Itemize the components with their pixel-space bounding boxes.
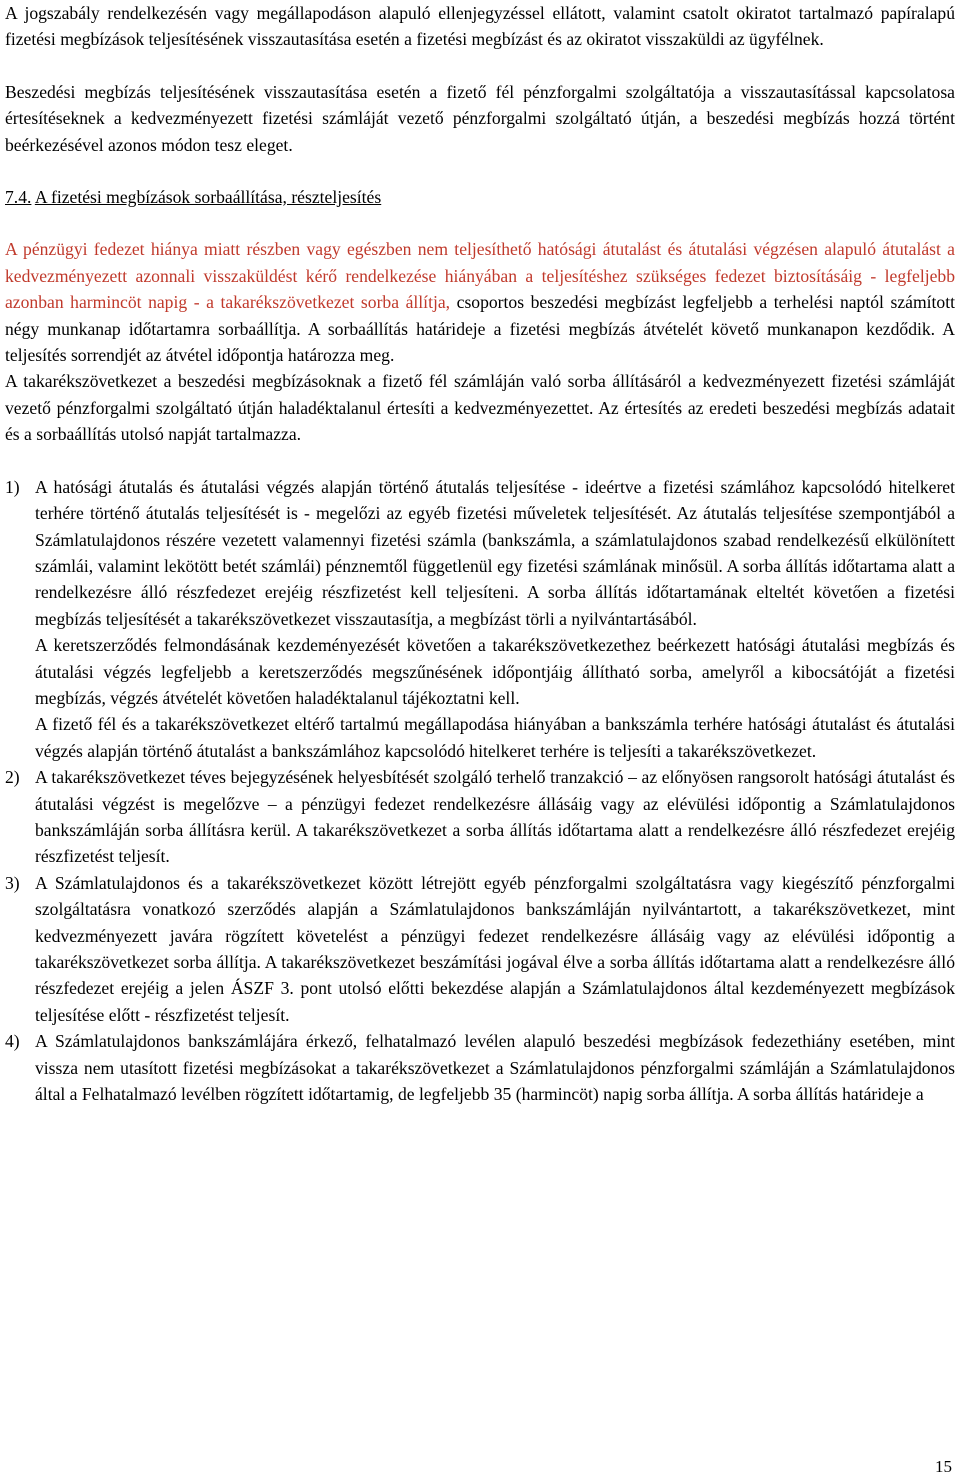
list-number: 3): [5, 872, 20, 893]
list-paragraph: A hatósági átutalás és átutalási végzés alapján történő átutalás teljesítése - ideértve a fizetési számlához kapcsolódó hitelkeret terhére történő átutalás teljesítését is - megelőzi az egyéb fizetési műveletek teljesítését. Az átutalás teljesítése szempontjából a Számlatulajdonos részére vezetett valamennyi fizetési számla (bankszámla, a számlatulajdonos szabad rendelkezésű elkülönített számlái, valamint lekötött betét számlái) pénznemtől függetlenül egy fizetési számlának minősül. A sorba állítás időtartama alatt a rendelkezésre álló részfedezet erejéig részfizetést kell teljesíteni. A sorba állítás időtartamának elteltét követően a fizetési megbízás teljesítését a takarékszövetkezet visszautasítja, a megbízást törli a nyilvántartásából.: [35, 476, 955, 629]
paragraph-notification: A takarékszövetkezet a beszedési megbízásoknak a fizető fél számláján való sorba állításáról a kedvezményezett fizetési számláját vezető pénzforgalmi szolgáltató útján haladéktalanul értesíti a kedvezményezettet. Az értesítés az eredeti beszedési megbízás adatait és a sorbaállítás utolsó napját tartalmazza.: [5, 371, 955, 445]
spacer: [5, 210, 955, 236]
list-paragraph: A keretszerződés felmondásának kezdeményezését követően a takarékszövetkezethez beérkezett hatósági átutalási megbízás és átutalási végzés legfeljebb a keretszerződés megszűnésének időpontjáig állítható sorba, amelyről a kibocsátóját a fizetési megbízás, végzés átvételét követően haladéktalanul tájékoztatni kell.: [35, 635, 955, 708]
list-paragraph: A Számlatulajdonos bankszámlájára érkező, felhatalmazó levélen alapuló beszedési megbízások fedezethiány esetében, mint vissza nem utasított fizetési megbízásokat a takarékszövetkezet a Számlatulajdonos pénzforgalmi számláján a Számlatulajdonos által a Felhatalmazó levélben rögzített időtartamig, de legfeljebb 35 (harmincöt) napig sorba állítja. A sorba állítás határideje a: [35, 1031, 955, 1105]
document-page: [5, 0, 955, 1107]
list-paragraph: A fizető fél és a takarékszövetkezet eltérő tartalmú megállapodása hiányában a bankszámla terhére hatósági átutalást és átutalási végzés alapján történő átutalást a bankszámlához kapcsolódó hitelkeret terhére is teljesíti a takarékszövetkezet.: [35, 714, 955, 761]
queuing-continuation: csoportos beszedési megbízást legfeljebb a terhelési naptól számított négy munkanap időtartamra sorbaállítja. A sorbaállítás határideje a fizetési megbízás átvételét követő munkanapon kezdődik. A teljesítés sorrendjét az átvétel időpontja határozza meg.: [5, 292, 955, 366]
paragraph-returning-orders: A jogszabály rendelkezésén vagy megállapodáson alapuló ellenjegyzéssel ellátott, valamint csatolt okiratot tartalmazó papíralapú fizetési megbízások teljesítésének visszautasítása esetén a fizetési megbízást és az okiratot visszaküldi az ügyfélnek.: [5, 3, 955, 50]
spacer: [5, 53, 955, 79]
section-heading: [5, 184, 955, 210]
list-item-4: [5, 1028, 955, 1107]
spacer: [5, 448, 955, 474]
paragraph-direct-debit-refusal: Beszedési megbízás teljesítésének visszautasítása esetén a fizető fél pénzforgalmi szolgáltatója a visszautasítással kapcsolatosa értesítéseknek a kedvezményezett fizetési számláját vezető pénzforgalmi szolgáltató útján, a beszedési megbízás hozzá történt beérkezésével azonos módon tesz eleget.: [5, 81, 955, 155]
section-number: 7.4.: [5, 187, 32, 208]
list-item-1: [5, 474, 955, 764]
page-number: 15: [935, 1457, 952, 1476]
list-number: 1): [5, 476, 20, 497]
list-paragraph: A Számlatulajdonos és a takarékszövetkezet között létrejött egyéb pénzforgalmi szolgáltatásra vagy kiegészítő pénzforgalmi szolgáltatásra vonatkozó szerződés alapján a Számlatulajdonos bankszámláján nyilvántartott, a takarékszövetkezet, mint kedvezményezett javára rögzített követelést a pénzügyi fedezet rendelkezésre állásáig vagy az elévülési időpontig a takarékszövetkezet sorba állítja. A takarékszövetkezet beszámítási jogával élve a sorba állítás időtartama alatt a rendelkezésre álló részfedezet erejéig a jelen ÁSZF 3. pont utolsó előtti bekezdése alapján a Számlatulajdonos által kezdeményezett megbízások teljesítése előtt - részfizetést teljesít.: [35, 872, 955, 1025]
section-title: A fizetési megbízások sorbaállítása, részteljesítés: [34, 187, 382, 208]
list-number: 2): [5, 767, 20, 788]
paragraph-queuing-rules: [5, 236, 955, 368]
spacer: [5, 158, 955, 184]
numbered-list: [5, 474, 955, 1108]
highlighted-text: A pénzügyi fedezet hiánya miatt részben vagy egészben nem teljesíthető hatósági átutalást és átutalási végzésen alapuló átutalást a kedvezményezett azonnali visszaküldést kérő rendelkezése hiányában a teljesítéshez szükséges fedezet biztosításáig - legfeljebb azonban harmincöt napig - a takarékszövetkezet sorba állítja,: [5, 239, 955, 313]
list-number: 4): [5, 1031, 20, 1052]
list-paragraph: A takarékszövetkezet téves bejegyzésének helyesbítését szolgáló terhelő tranzakció – az előnyösen rangsorolt hatósági átutalást és átutalási végzést is megelőzve – a pénzügyi fedezet rendelkezésre állásáig vagy az elévülési időpontig a Számlatulajdonos bankszámláján sorba állításra kerül. A takarékszövetkezet a sorba állítás időtartama alatt a rendelkezésre álló részfedezet erejéig részfizetést teljesít.: [35, 767, 955, 867]
list-item-2: [5, 764, 955, 870]
list-item-3: [5, 870, 955, 1028]
